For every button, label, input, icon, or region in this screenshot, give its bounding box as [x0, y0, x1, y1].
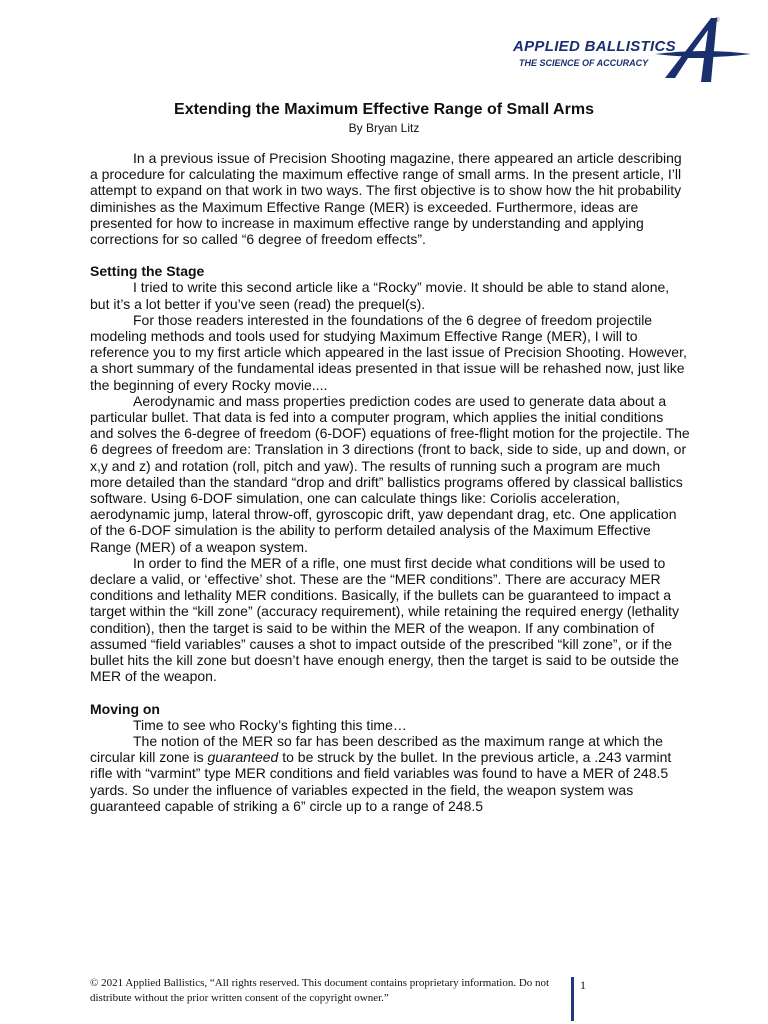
- paragraph: Time to see who Rocky’s fighting this time…: [133, 716, 407, 733]
- footer-divider: [571, 977, 574, 1021]
- footer-copyright: © 2021 Applied Ballistics, “All rights reserved. This document contains proprietary information. Do not distribute without the prior written consent of the copyright owner.”: [90, 977, 550, 1004]
- text-run: The notion of the MER so far has been described as the maximum range at which the circular kill zone is: [90, 732, 663, 766]
- section-heading-moving-on: Moving on: [90, 700, 160, 717]
- intro-paragraph: In a previous issue of Precision Shooting magazine, there appeared an article describing a procedure for calculating the maximum effective range of small arms. In the present article, I’ll attempt to expand on that work in two ways. The first objective is to show how the hit probability diminishes as the Maximum Effective Range (MER) is exceeded. Furthermore, ideas are presented for how to increase in maximum effective range by understanding and applying corrections for so called “6 degree of freedom effects”.: [90, 150, 682, 248]
- text-run: to be struck by the bullet. In the previous article, a .243 varmint rifle with “varmint” type MER conditions and field variables was found to have a MER of 248.5 yards. So under the influence of variables expected in the field, the weapon system was guaranteed capable of striking a 6” circle up to a range of 248.5: [90, 749, 672, 814]
- paragraph: For those readers interested in the foundations of the 6 degree of freedom projectile modeling methods and tools used for studying Maximum Effective Range (MER), I will to reference you to my first article which appeared in the last issue of Precision Shooting. However, a short summary of the fundamental ideas presented in that issue will be rehashed now, just like the beginning of every Rocky movie....: [90, 311, 687, 393]
- article-body: [90, 150, 690, 814]
- paragraph: Aerodynamic and mass properties prediction codes are used to generate data about a particular bullet. That data is fed into a computer program, which applies the initial conditions and solves the 6-degree of freedom (6-DOF) equations of free-flight motion for the projectile. The 6 degrees of freedom are: Translation in 3 directions (front to back, side to side, up and down, or x,y and z) and rotation (roll, pitch and yaw). The results of running such a program are much more detailed than the standard “drop and drift” ballistics programs offered by classical ballistics software. Using 6-DOF simulation, one can calculate things like: Coriolis acceleration, aerodynamic jump, lateral throw-off, gyroscopic drift, yaw dependant drag, etc. One application of the 6-DOF simulation is the ability to perform detailed analysis of the Maximum Effective Range (MER) of a weapon system.: [90, 392, 690, 555]
- paragraph: [90, 733, 690, 814]
- applied-ballistics-logo: [505, 10, 760, 88]
- section-heading-setting-the-stage: Setting the Stage: [90, 263, 205, 280]
- logo-name: APPLIED BALLISTICS: [513, 38, 676, 55]
- emphasis-guaranteed: guaranteed: [207, 749, 279, 766]
- paragraph: In order to find the MER of a rifle, one must first decide what conditions will be used to declare a valid, or ‘effective’ shot. These are the “MER conditions”. There are accuracy MER conditions and lethality MER conditions. Basically, if the bullets can be guaranteed to impact a target within the “kill zone” (accuracy requirement), while retaining the required energy (lethality condition), then the target is said to be within the MER of the weapon. If any combination of assumed “field variables” causes a shot to impact outside of the prescribed “kill zone”, or if the bullet hits the kill zone but doesn’t have enough energy, then the target is said to be outside the MER of the weapon.: [90, 554, 680, 685]
- logo-tagline: THE SCIENCE OF ACCURACY: [519, 58, 649, 68]
- article-title: Extending the Maximum Effective Range of Small Arms: [174, 101, 594, 118]
- page-number: 1: [580, 978, 586, 992]
- paragraph: I tried to write this second article like a “Rocky” movie. It should be able to stand alone, but it’s a lot better if you’ve seen (read) the prequel(s).: [90, 279, 670, 312]
- article-author: By Bryan Litz: [348, 121, 420, 135]
- svg-text:®: ®: [715, 18, 720, 24]
